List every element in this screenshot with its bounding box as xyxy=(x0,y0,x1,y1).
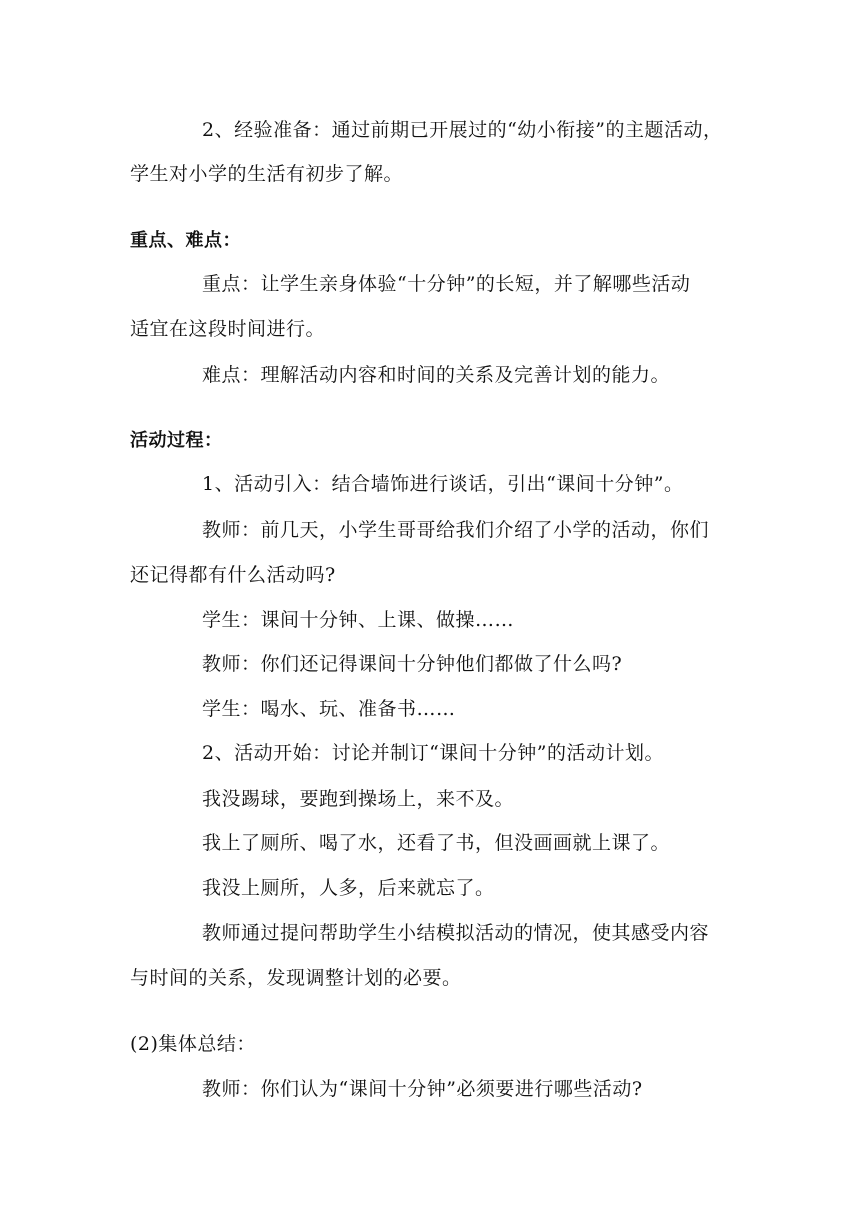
step-1-intro: 1、活动引入：结合墙饰进行谈话，引出“课间十分钟”。 xyxy=(202,473,684,495)
step-2-start: 2、活动开始：讨论并制订“课间十分钟”的活动计划。 xyxy=(202,742,665,764)
student-answer-1: 学生：课间十分钟、上课、做操…… xyxy=(202,609,515,631)
teacher-question-1-line-1: 教师：前几天，小学生哥哥给我们介绍了小学的活动，你们 xyxy=(202,519,710,541)
student-remark-1: 我没踢球，要跑到操场上，来不及。 xyxy=(202,788,515,810)
key-point-line-1: 重点：让学生亲身体验“十分钟”的长短，并了解哪些活动 xyxy=(202,273,691,295)
teacher-question-1-line-2: 还记得都有什么活动吗? xyxy=(130,564,336,586)
key-point-line-2: 适宜在这段时间进行。 xyxy=(130,318,326,340)
heading-key-points: 重点、难点： xyxy=(130,230,241,251)
prep-experience-line-1: 2、经验准备：通过前期已开展过的“幼小衔接”的主题活动， xyxy=(202,119,723,141)
teacher-question-3: 教师：你们认为“课间十分钟”必须要进行哪些活动? xyxy=(202,1078,643,1100)
heading-process: 活动过程： xyxy=(130,430,223,451)
student-remark-3: 我没上厕所，人多，后来就忘了。 xyxy=(202,877,495,899)
student-answer-2: 学生：喝水、玩、准备书…… xyxy=(202,698,456,720)
teacher-summary-line-2: 与时间的关系，发现调整计划的必要。 xyxy=(130,967,462,989)
difficulty-line: 难点：理解活动内容和时间的关系及完善计划的能力。 xyxy=(202,364,671,386)
teacher-question-2: 教师：你们还记得课间十分钟他们都做了什么吗? xyxy=(202,653,623,675)
prep-experience-line-2: 学生对小学的生活有初步了解。 xyxy=(130,163,404,185)
student-remark-2: 我上了厕所、喝了水，还看了书，但没画画就上课了。 xyxy=(202,832,671,854)
group-summary-heading: (2)集体总结： xyxy=(130,1033,256,1055)
teacher-summary-line-1: 教师通过提问帮助学生小结模拟活动的情况，使其感受内容 xyxy=(202,922,710,944)
